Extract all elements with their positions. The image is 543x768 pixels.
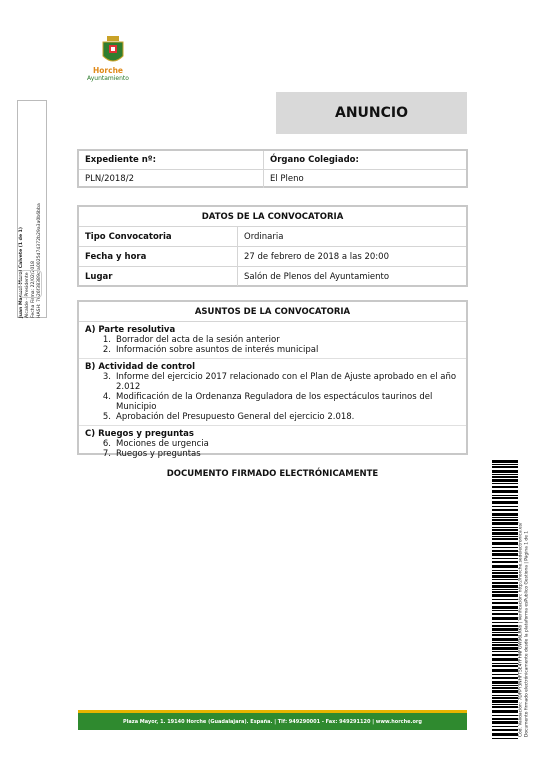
section-title: C) Ruegos y preguntas xyxy=(85,429,194,439)
asuntos-table xyxy=(77,300,468,459)
item-text: Borrador del acta de la sesión anterior xyxy=(116,335,280,345)
agenda-section xyxy=(79,322,466,359)
signature-line: Juan Manuel Moral Calvete (1 de 1) xyxy=(19,227,24,318)
row-value: Ordinaria xyxy=(244,231,284,242)
validation-text xyxy=(519,467,530,737)
item-number: 3. xyxy=(102,372,111,382)
convocatoria-title: DATOS DE LA CONVOCATORIA xyxy=(79,207,466,226)
organo-value: El Pleno xyxy=(270,174,304,184)
item-number: 7. xyxy=(102,449,111,459)
logo-subtitle: Ayuntamiento xyxy=(87,75,129,82)
table-row xyxy=(79,267,466,286)
convocatoria-table xyxy=(77,205,468,287)
validation-line: Cód. Validación: 7DFPY3NHFTSE4YFHNFGW96LRK6 | Verificación: http://horche.sedelectronica.es/ xyxy=(518,522,524,737)
item-text: Modificación de la Ordenanza Reguladora de los espectáculos taurinos del Municipio xyxy=(116,392,433,412)
row-value: Salón de Plenos del Ayuntamiento xyxy=(244,271,390,282)
signature-stamp xyxy=(20,270,42,298)
item-text: Mociones de urgencia xyxy=(116,439,209,449)
item-text: Información sobre asuntos de interés municipal xyxy=(116,345,319,355)
section-title: B) Actividad de control xyxy=(85,362,195,372)
list-item xyxy=(85,412,460,422)
table-header xyxy=(79,207,466,227)
expediente-value: PLN/2018/2 xyxy=(79,170,264,188)
item-number: 5. xyxy=(102,412,111,422)
list-item xyxy=(85,335,460,345)
table-row xyxy=(79,227,466,247)
item-number: 4. xyxy=(102,392,111,402)
row-label: Tipo Convocatoria xyxy=(79,227,238,246)
logo-name: Horche xyxy=(93,66,123,75)
table-row xyxy=(79,170,466,188)
signature-line: HASH: 7626f38389cfa0025d74372b29a3a0b6bba xyxy=(37,203,42,318)
row-label: Lugar xyxy=(79,267,238,286)
signed-notice: DOCUMENTO FIRMADO ELECTRÓNICAMENTE xyxy=(166,469,379,479)
list-item xyxy=(85,372,460,392)
footer-bar: Plaza Mayor, 1. 19140 Horche (Guadalajara). España. | Tlf: 949290001 - Fax: 949291120 | www.horche.org xyxy=(78,710,467,730)
table-header xyxy=(79,302,466,322)
item-number: 1. xyxy=(102,335,111,345)
item-text: Aprobación del Presupuesto General del ejercicio 2.018. xyxy=(116,412,355,422)
asuntos-title: ASUNTOS DE LA CONVOCATORIA xyxy=(79,302,466,321)
list-item xyxy=(85,345,460,355)
barcode xyxy=(492,460,518,740)
item-number: 6. xyxy=(102,439,111,449)
signature-line: Fecha Firma: 22/02/2018 xyxy=(31,260,36,318)
agenda-section xyxy=(79,426,466,459)
agenda-section xyxy=(79,359,466,426)
organo-label: Órgano Colegiado: xyxy=(270,155,359,165)
item-text: Informe del ejercicio 2017 relacionado con el Plan de Ajuste aprobado en el año 2.012 xyxy=(116,372,457,392)
section-title: A) Parte resolutiva xyxy=(85,325,176,335)
list-item xyxy=(85,449,460,459)
row-label: Fecha y hora xyxy=(79,247,238,266)
table-row xyxy=(79,151,466,170)
row-value: 27 de febrero de 2018 a las 20:00 xyxy=(244,251,389,262)
item-number: 2. xyxy=(102,345,111,355)
table-row xyxy=(79,247,466,267)
signature-line: Alcalde - Presidente xyxy=(25,272,30,318)
item-text: Ruegos y preguntas xyxy=(116,449,201,459)
expediente-table xyxy=(77,149,468,188)
expediente-label: Expediente nº: xyxy=(79,151,264,169)
list-item xyxy=(85,439,460,449)
list-item xyxy=(85,392,460,412)
notice-title: ANUNCIO xyxy=(276,92,467,134)
validation-line: Documento firmado electrónicamente desde la plataforma esPublico Gestiona | Página 1 de 1 xyxy=(524,530,529,737)
